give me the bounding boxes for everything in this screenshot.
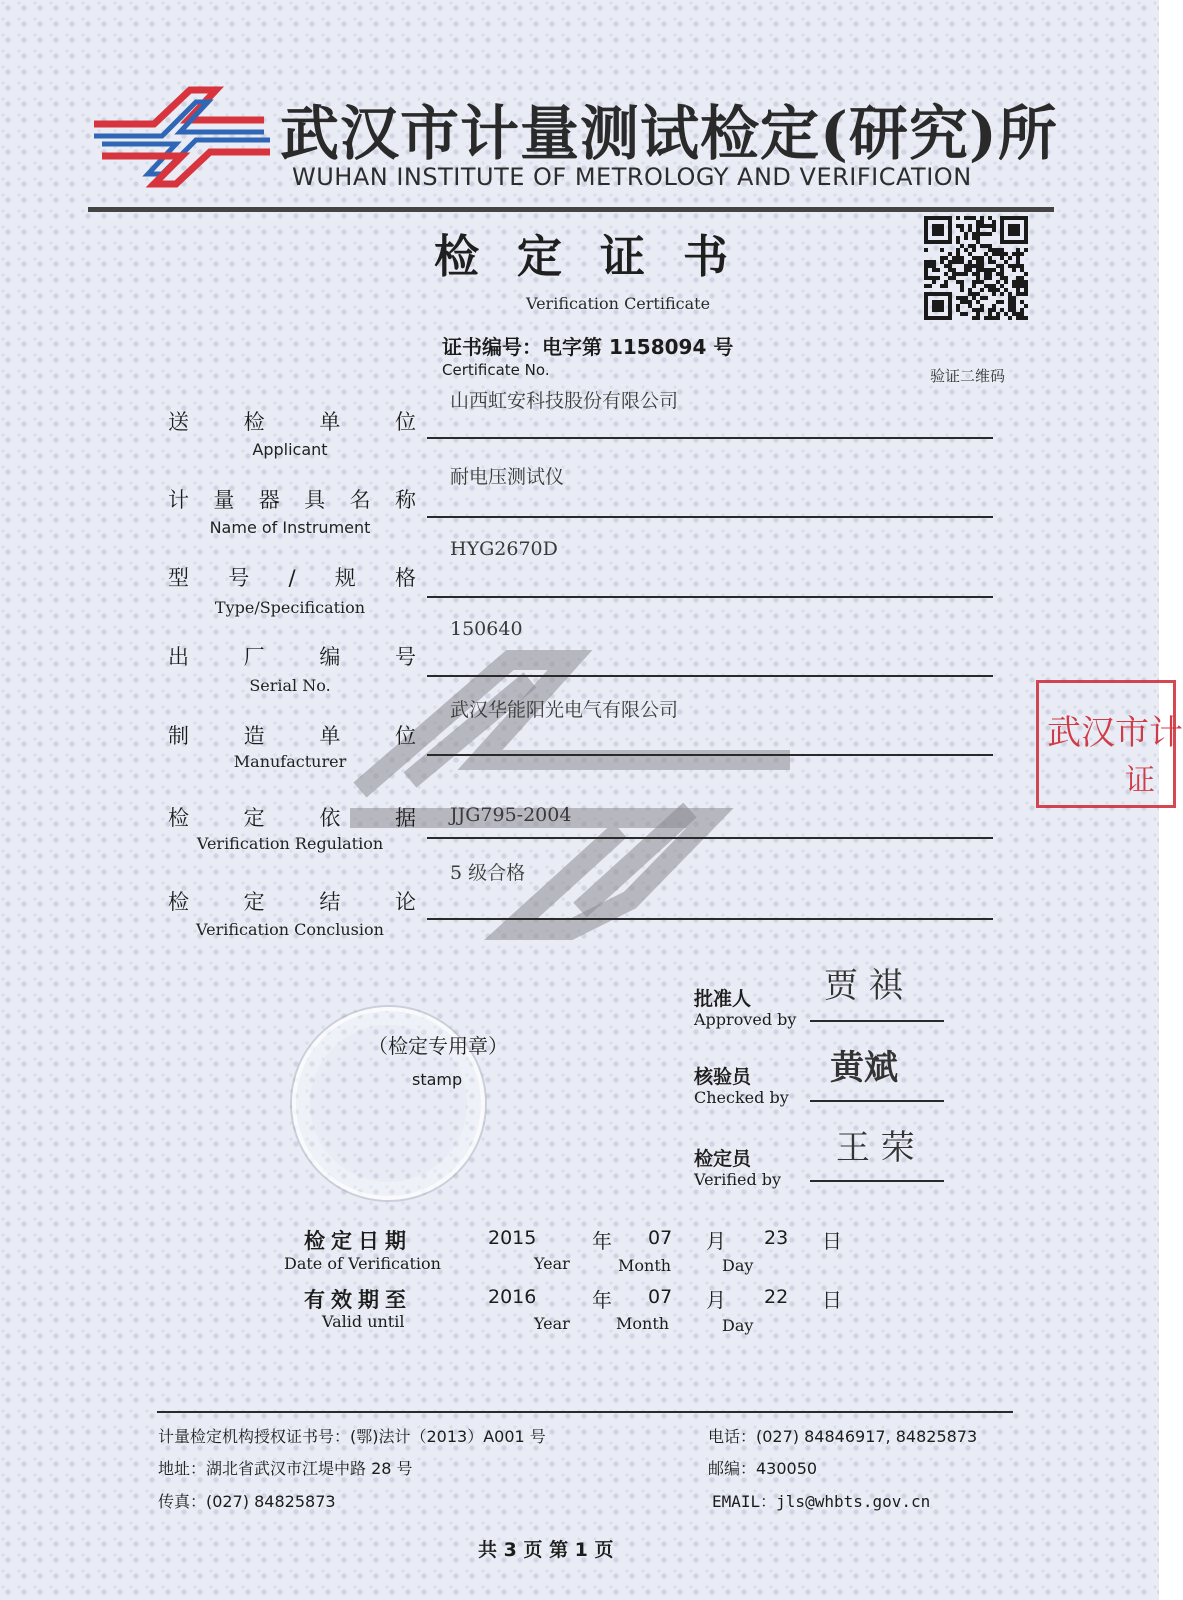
valid-until-label-cn: 有效期至 xyxy=(304,1288,412,1312)
institute-email: EMAIL：jls@whbts.gov.cn xyxy=(712,1492,931,1511)
year-unit-cn: 年 xyxy=(592,1229,612,1253)
qr-code-icon xyxy=(924,215,1028,321)
field-underline xyxy=(427,675,993,677)
valid-year: 2016 xyxy=(488,1286,537,1308)
field-underline xyxy=(427,837,993,839)
label-type-cn: 型号/规格 xyxy=(168,566,416,590)
day-unit-cn: 日 xyxy=(822,1229,842,1253)
field-underline xyxy=(427,437,993,439)
institute-fax: 传真：(027) 84825873 xyxy=(158,1492,336,1511)
value-type: HYG2670D xyxy=(450,538,558,560)
value-manufacturer: 武汉华能阳光电气有限公司 xyxy=(450,699,679,721)
year-unit-cn: 年 xyxy=(592,1288,612,1312)
label-manufacturer-cn: 制造单位 xyxy=(168,724,416,748)
red-seal-text: 武汉市计 xyxy=(1047,713,1183,753)
month-unit-cn: 月 xyxy=(706,1288,726,1312)
verification-date-label-en: Date of Verification xyxy=(284,1254,441,1273)
label-conclusion-en: Verification Conclusion xyxy=(196,920,384,939)
value-regulation: JJG795-2004 xyxy=(450,804,572,826)
label-regulation-cn: 检定依据 xyxy=(168,806,416,830)
verified-by-signature: 王 荣 xyxy=(836,1128,915,1168)
label-instrument-en: Name of Instrument xyxy=(209,518,371,537)
label-applicant-cn: 送检单位 xyxy=(168,410,416,434)
institute-logo-icon xyxy=(92,80,274,192)
label-manufacturer-en: Manufacturer xyxy=(233,752,347,771)
label-instrument-cn: 计量器具名称 xyxy=(168,488,416,512)
certificate-number: 证书编号：电字第 1158094 号 xyxy=(442,335,734,359)
checked-by-signature: 黄斌 xyxy=(830,1048,898,1088)
valid-day: 22 xyxy=(764,1286,789,1308)
value-conclusion: 5 级合格 xyxy=(450,862,526,884)
red-seal-text: 证 xyxy=(1125,763,1155,798)
valid-until-label-en: Valid until xyxy=(322,1312,405,1331)
authorization-certificate-no: 计量检定机构授权证书号：(鄂)法计（2013）A001 号 xyxy=(158,1427,546,1446)
year-unit-en: Year xyxy=(534,1314,570,1333)
day-unit-cn: 日 xyxy=(822,1288,842,1312)
year-unit-en: Year xyxy=(534,1254,570,1273)
label-conclusion-cn: 检定结论 xyxy=(168,890,416,914)
checked-by-label-cn: 核验员 xyxy=(694,1066,752,1088)
field-underline xyxy=(427,754,993,756)
label-regulation-en: Verification Regulation xyxy=(196,834,384,853)
institute-name-cn: 武汉市计量测试检定(研究)所 xyxy=(280,99,1058,168)
red-seal-stamp xyxy=(1036,680,1183,808)
day-unit-en: Day xyxy=(722,1316,754,1335)
signature-line xyxy=(810,1020,944,1022)
month-unit-en: Month xyxy=(618,1256,672,1275)
certificate-title-cn: 检定证书 xyxy=(434,230,767,283)
verification-date-label-cn: 检定日期 xyxy=(304,1229,412,1253)
verification-month: 07 xyxy=(648,1227,673,1249)
value-applicant: 山西虹安科技股份有限公司 xyxy=(450,390,679,412)
stamp-label-cn: （检定专用章） xyxy=(368,1034,508,1058)
label-serial-cn: 出厂编号 xyxy=(168,645,416,669)
checked-by-label-en: Checked by xyxy=(694,1088,789,1107)
page-number: 共 3 页 第 1 页 xyxy=(478,1539,614,1561)
signature-line xyxy=(810,1180,944,1182)
qr-code-caption: 验证二维码 xyxy=(930,367,1006,385)
header-divider xyxy=(88,207,1054,212)
verified-by-label-en: Verified by xyxy=(694,1170,782,1189)
field-underline xyxy=(427,516,993,518)
approved-by-label-en: Approved by xyxy=(694,1010,797,1029)
field-underline xyxy=(427,918,993,920)
institute-postcode: 邮编：430050 xyxy=(708,1459,818,1478)
label-serial-en: Serial No. xyxy=(249,676,331,695)
certificate-number-label-en: Certificate No. xyxy=(442,361,550,379)
day-unit-en: Day xyxy=(722,1256,754,1275)
footer-divider xyxy=(157,1411,1013,1413)
stamp-label-en: stamp xyxy=(412,1070,463,1089)
institute-name-en: WUHAN INSTITUTE OF METROLOGY AND VERIFICATION xyxy=(292,163,972,191)
verification-year: 2015 xyxy=(488,1227,537,1249)
value-instrument: 耐电压测试仪 xyxy=(450,466,565,488)
valid-month: 07 xyxy=(648,1286,673,1308)
institute-phone: 电话：(027) 84846917, 84825873 xyxy=(708,1427,978,1446)
verified-by-label-cn: 检定员 xyxy=(694,1148,752,1170)
verification-day: 23 xyxy=(764,1227,789,1249)
signature-line xyxy=(810,1100,944,1102)
field-underline xyxy=(427,596,993,598)
month-unit-cn: 月 xyxy=(706,1229,726,1253)
value-serial: 150640 xyxy=(450,618,523,640)
month-unit-en: Month xyxy=(616,1314,670,1333)
approved-by-signature: 贾 祺 xyxy=(824,966,903,1006)
certificate-title-en: Verification Certificate xyxy=(526,294,711,313)
approved-by-label-cn: 批准人 xyxy=(694,988,752,1010)
label-type-en: Type/Specification xyxy=(214,598,366,617)
label-applicant-en: Applicant xyxy=(252,440,328,459)
institute-address: 地址：湖北省武汉市江堤中路 28 号 xyxy=(158,1459,413,1478)
